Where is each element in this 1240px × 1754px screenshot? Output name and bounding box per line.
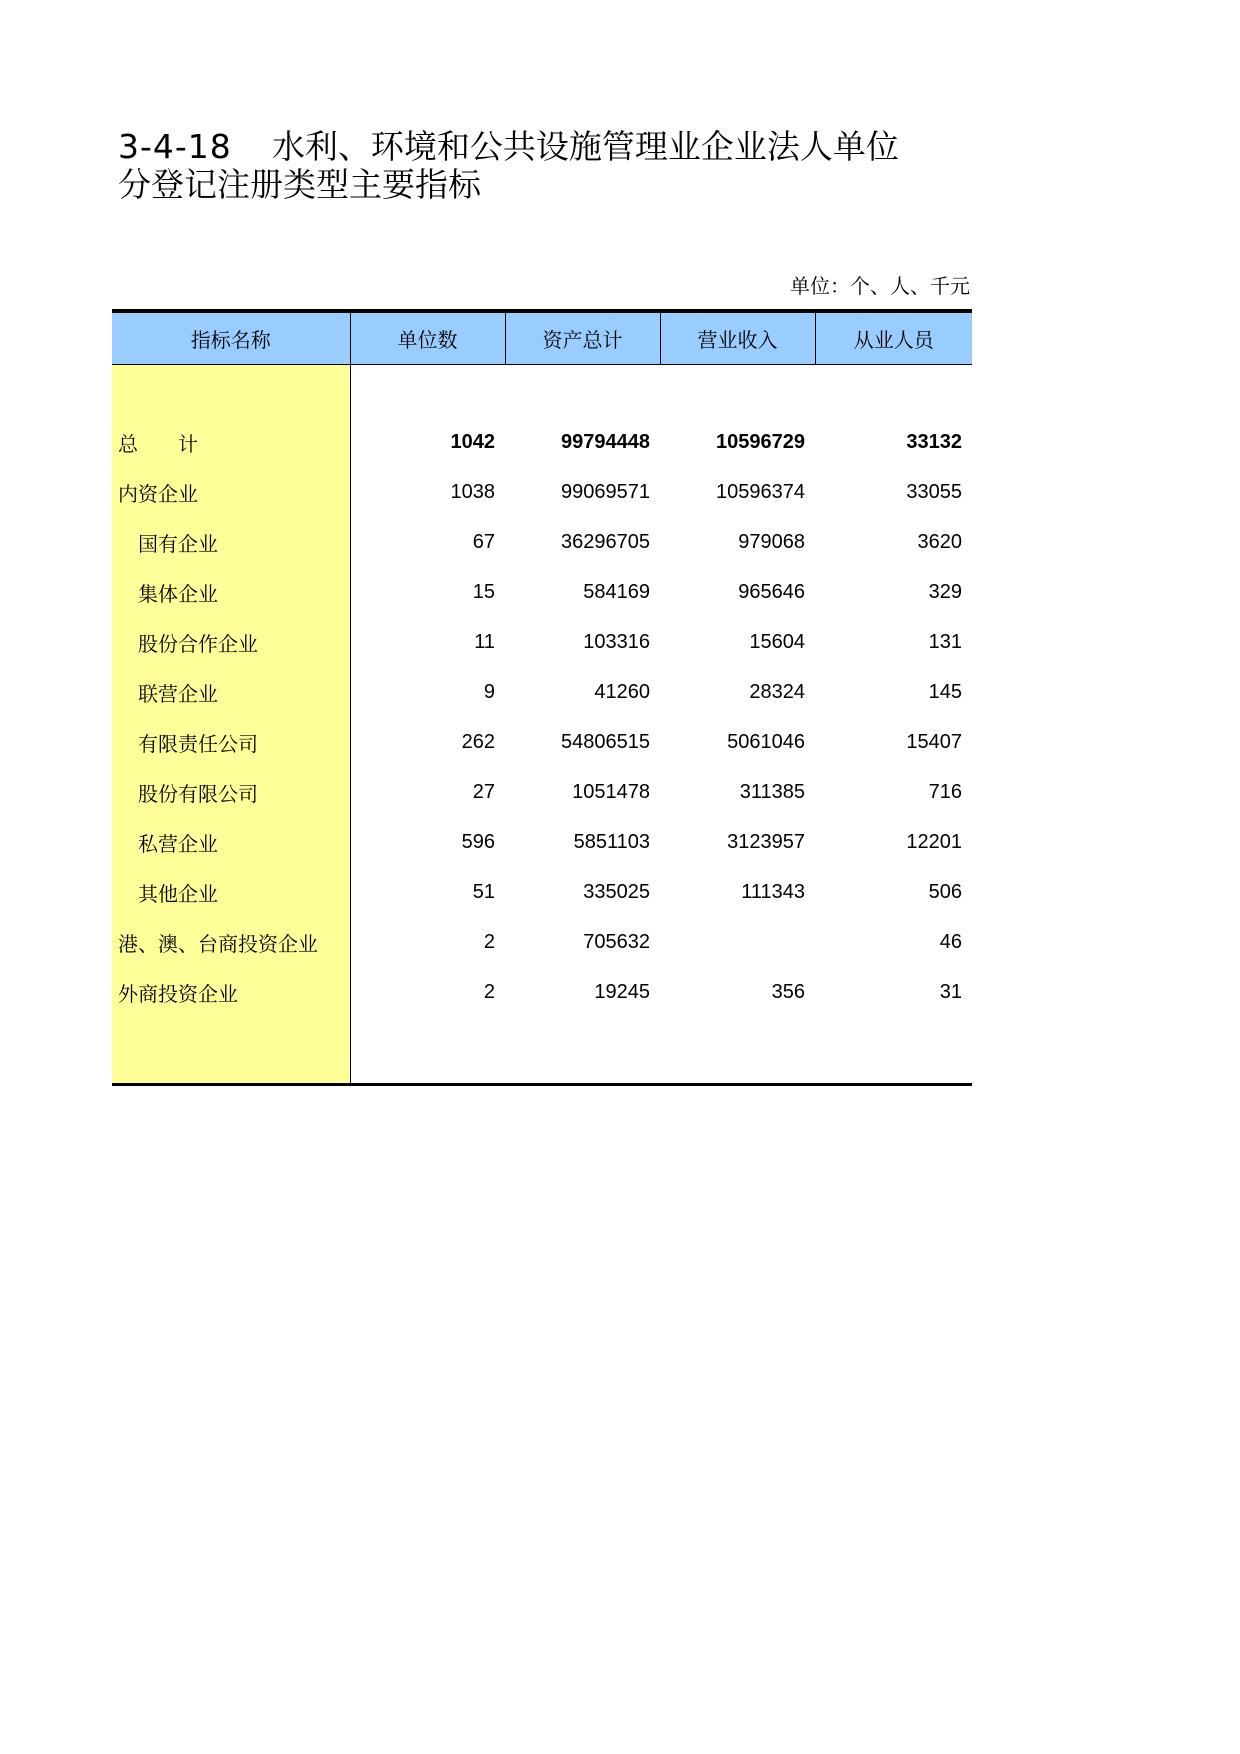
cell-revenue: 10596374 <box>716 480 805 503</box>
cell-assets: 584169 <box>583 580 650 603</box>
table-row <box>112 617 972 667</box>
table-row <box>112 667 972 717</box>
table-row <box>112 517 972 567</box>
table-row <box>112 567 972 617</box>
row-label: 总 计 <box>112 417 350 467</box>
table-row <box>112 817 972 867</box>
cell-units: 15 <box>350 567 505 617</box>
cell-units: 262 <box>350 717 505 767</box>
cell-revenue <box>660 917 815 967</box>
cell-assets: 103316 <box>583 630 650 653</box>
cell-revenue: 15604 <box>749 630 805 653</box>
title-line-2: 分登记注册类型主要指标 <box>118 165 481 204</box>
cell-assets: 99794448 <box>561 430 650 453</box>
unit-note: 单位：个、人、千元 <box>790 274 970 298</box>
cell-revenue: 965646 <box>738 580 805 603</box>
cell-employees: 33055 <box>906 480 962 503</box>
cell-assets: 36296705 <box>561 530 650 553</box>
table-row <box>112 717 972 767</box>
column-header-units: 单位数 <box>350 311 505 365</box>
cell-units: 2 <box>350 967 505 1017</box>
data-table-container <box>112 309 972 1086</box>
title-line-1: 水利、环境和公共设施管理业企业法人单位 <box>271 127 899 166</box>
column-header-revenue: 营业收入 <box>660 311 815 365</box>
cell-revenue: 111343 <box>741 880 805 903</box>
table-row <box>112 417 972 467</box>
cell-assets: 1051478 <box>572 780 650 803</box>
cell-employees: 145 <box>928 680 962 703</box>
cell-assets: 335025 <box>583 880 650 903</box>
row-label: 其他企业 <box>112 867 350 917</box>
cell-assets: 99069571 <box>561 480 650 503</box>
cell-assets: 705632 <box>583 930 650 953</box>
row-label: 有限责任公司 <box>112 717 350 767</box>
cell-units: 1038 <box>350 467 505 517</box>
cell-employees: 12201 <box>906 830 962 853</box>
row-label: 港、澳、台商投资企业 <box>112 917 350 967</box>
row-label: 国有企业 <box>112 517 350 567</box>
table-row <box>112 867 972 917</box>
column-header-assets: 资产总计 <box>505 311 660 365</box>
cell-units: 596 <box>350 817 505 867</box>
row-label: 内资企业 <box>112 467 350 517</box>
cell-assets: 54806515 <box>561 730 650 753</box>
cell-units: 11 <box>350 617 505 667</box>
row-label: 联营企业 <box>112 667 350 717</box>
cell-employees: 46 <box>939 930 962 953</box>
table-row <box>112 767 972 817</box>
cell-units: 27 <box>350 767 505 817</box>
cell-employees: 329 <box>928 580 962 603</box>
cell-revenue: 356 <box>771 980 805 1003</box>
column-header-employees: 从业人员 <box>815 311 972 365</box>
cell-assets: 41260 <box>594 680 650 703</box>
data-table <box>112 309 972 1086</box>
table-number: 3-4-18 <box>118 127 232 166</box>
table-header-row <box>112 311 972 365</box>
page-title <box>118 128 1018 204</box>
cell-units: 2 <box>350 917 505 967</box>
spacer-row <box>112 1017 972 1085</box>
cell-revenue: 28324 <box>749 680 805 703</box>
row-label: 股份合作企业 <box>112 617 350 667</box>
cell-units: 51 <box>350 867 505 917</box>
cell-employees: 33132 <box>906 430 962 453</box>
cell-assets: 5851103 <box>573 830 650 853</box>
cell-revenue: 3123957 <box>727 830 805 853</box>
table-row <box>112 917 972 967</box>
cell-units: 1042 <box>350 417 505 467</box>
row-label: 股份有限公司 <box>112 767 350 817</box>
cell-employees: 131 <box>928 630 962 653</box>
cell-employees: 3620 <box>917 530 962 553</box>
cell-units: 9 <box>350 667 505 717</box>
cell-employees: 31 <box>939 980 962 1003</box>
cell-units: 67 <box>350 517 505 567</box>
row-label: 集体企业 <box>112 567 350 617</box>
cell-employees: 15407 <box>906 730 962 753</box>
spacer-row <box>112 365 972 418</box>
row-label: 外商投资企业 <box>112 967 350 1017</box>
cell-revenue: 979068 <box>738 530 805 553</box>
cell-employees: 716 <box>928 780 962 803</box>
table-row <box>112 467 972 517</box>
cell-employees: 506 <box>928 880 962 903</box>
cell-revenue: 311385 <box>739 780 805 803</box>
column-header-indicator: 指标名称 <box>112 311 350 365</box>
cell-revenue: 5061046 <box>727 730 805 753</box>
table-body <box>112 365 972 1085</box>
row-label: 私营企业 <box>112 817 350 867</box>
table-row <box>112 967 972 1017</box>
cell-revenue: 10596729 <box>716 430 805 453</box>
cell-assets: 19245 <box>594 980 650 1003</box>
